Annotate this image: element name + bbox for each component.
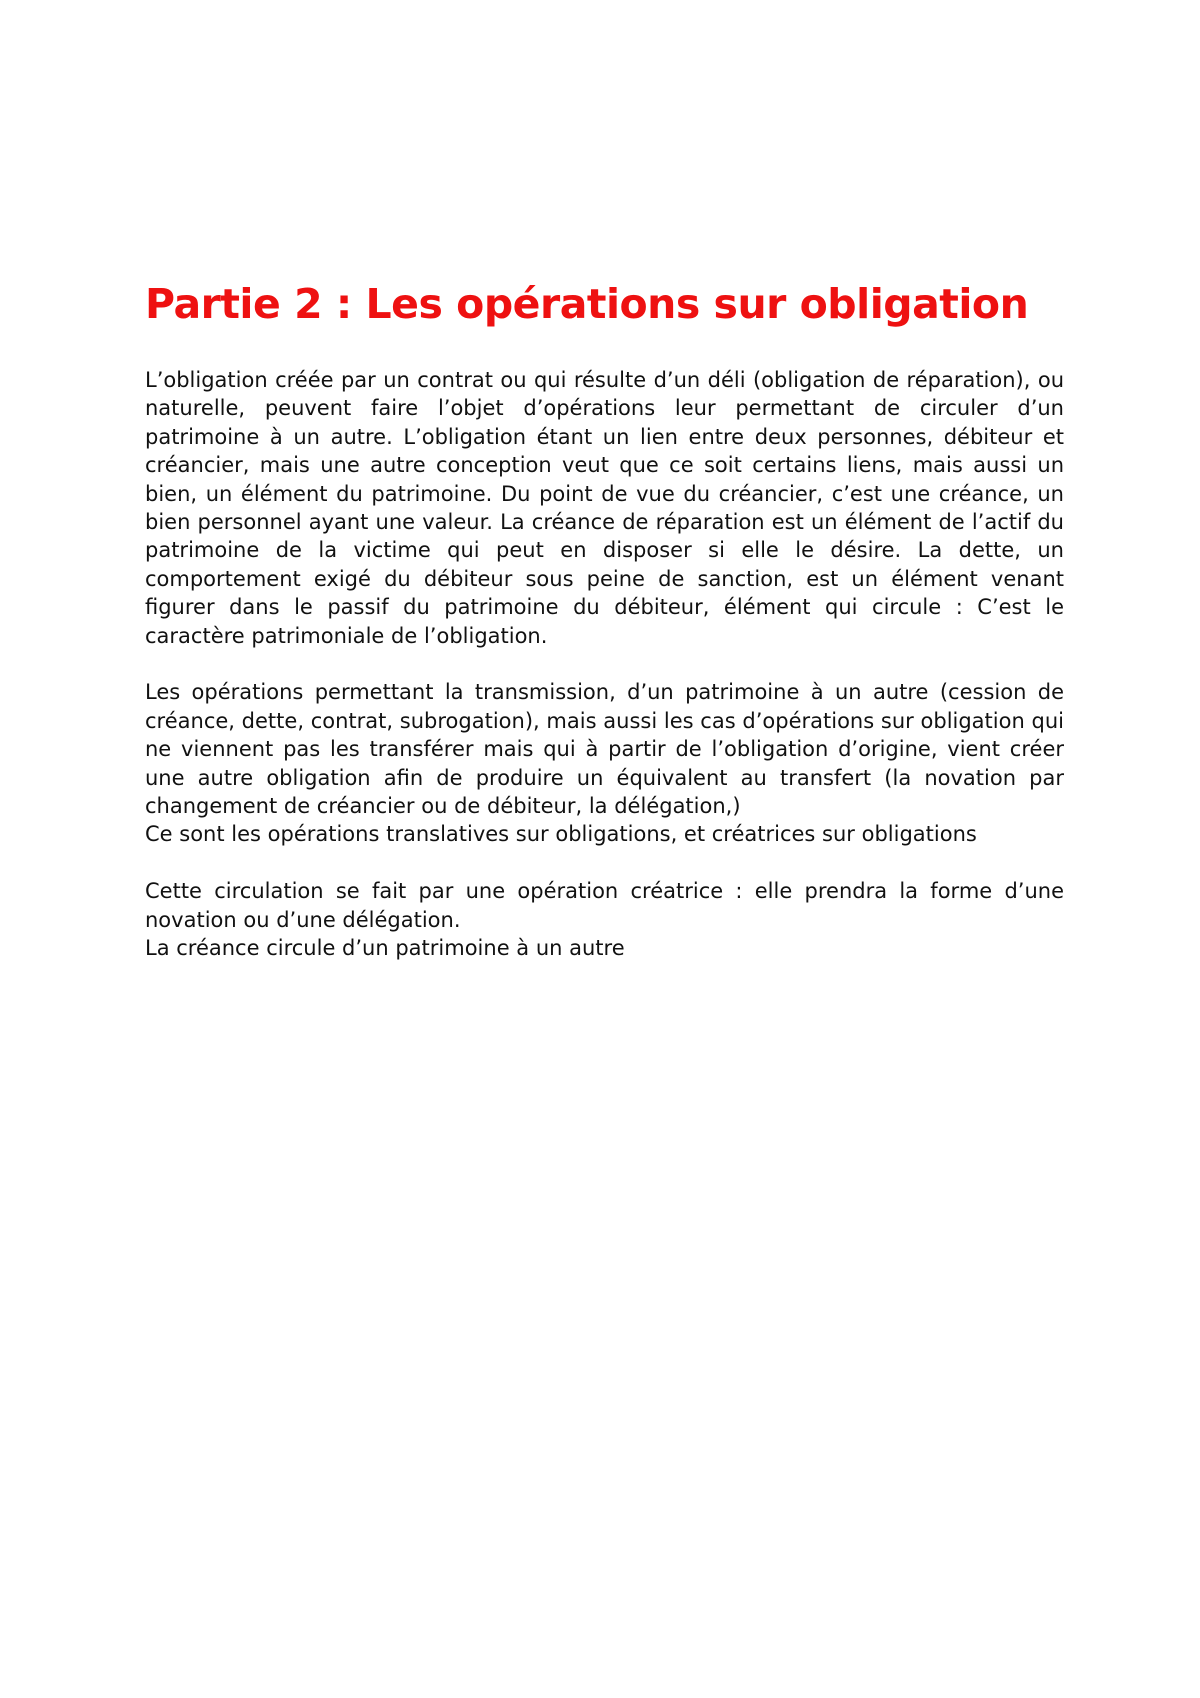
paragraph-intro: L’obligation créée par un contrat ou qui résulte d’un déli (obligation de réparation), ou naturelle, peuvent faire l’objet d’opérations leur permettant de circuler d’un patrimoine à un autre. L’obligation étant un lien entre deux personnes, débiteur et créancier, mais une autre conception veut que ce soit certains liens, mais aussi un bien, un élément du patrimoine. Du point de vue du créancier, c’est une créance, un bien personnel ayant une valeur. La créance de réparation est un élément de l’actif du patrimoine de la victime qui peut en disposer si elle le désire. La dette, un comportement exigé du débiteur sous peine de sanction, est un élément venant figurer dans le passif du patrimoine du débiteur, élément qui circule : C’est le caractère patrimoniale de l’obligation. [145, 368, 1064, 648]
document-content [145, 276, 1064, 963]
page-title: Partie 2 : Les opérations sur obligation [145, 280, 1029, 328]
paragraph-transmission: Les opérations permettant la transmission, d’un patrimoine à un autre (cession de créance, dette, contrat, subrogation), mais aussi les cas d’opérations sur obligation qui ne viennent pas les transférer mais qui à partir de l’obligation d’origine, vient créer une autre obligation afin de produire un équivalent au transfert (la novation par changement de créancier ou de débiteur, la délégation,) [145, 680, 1064, 819]
paragraph-spacer [145, 849, 1064, 877]
paragraph-translatives: Ce sont les opérations translatives sur obligations, et créatrices sur obligations [145, 822, 977, 847]
paragraph-circulation: Cette circulation se fait par une opération créatrice : elle prendra la forme d’une novation ou d’une délégation. [145, 879, 1064, 932]
paragraph-spacer [145, 650, 1064, 678]
paragraph-creance: La créance circule d’un patrimoine à un autre [145, 936, 625, 961]
